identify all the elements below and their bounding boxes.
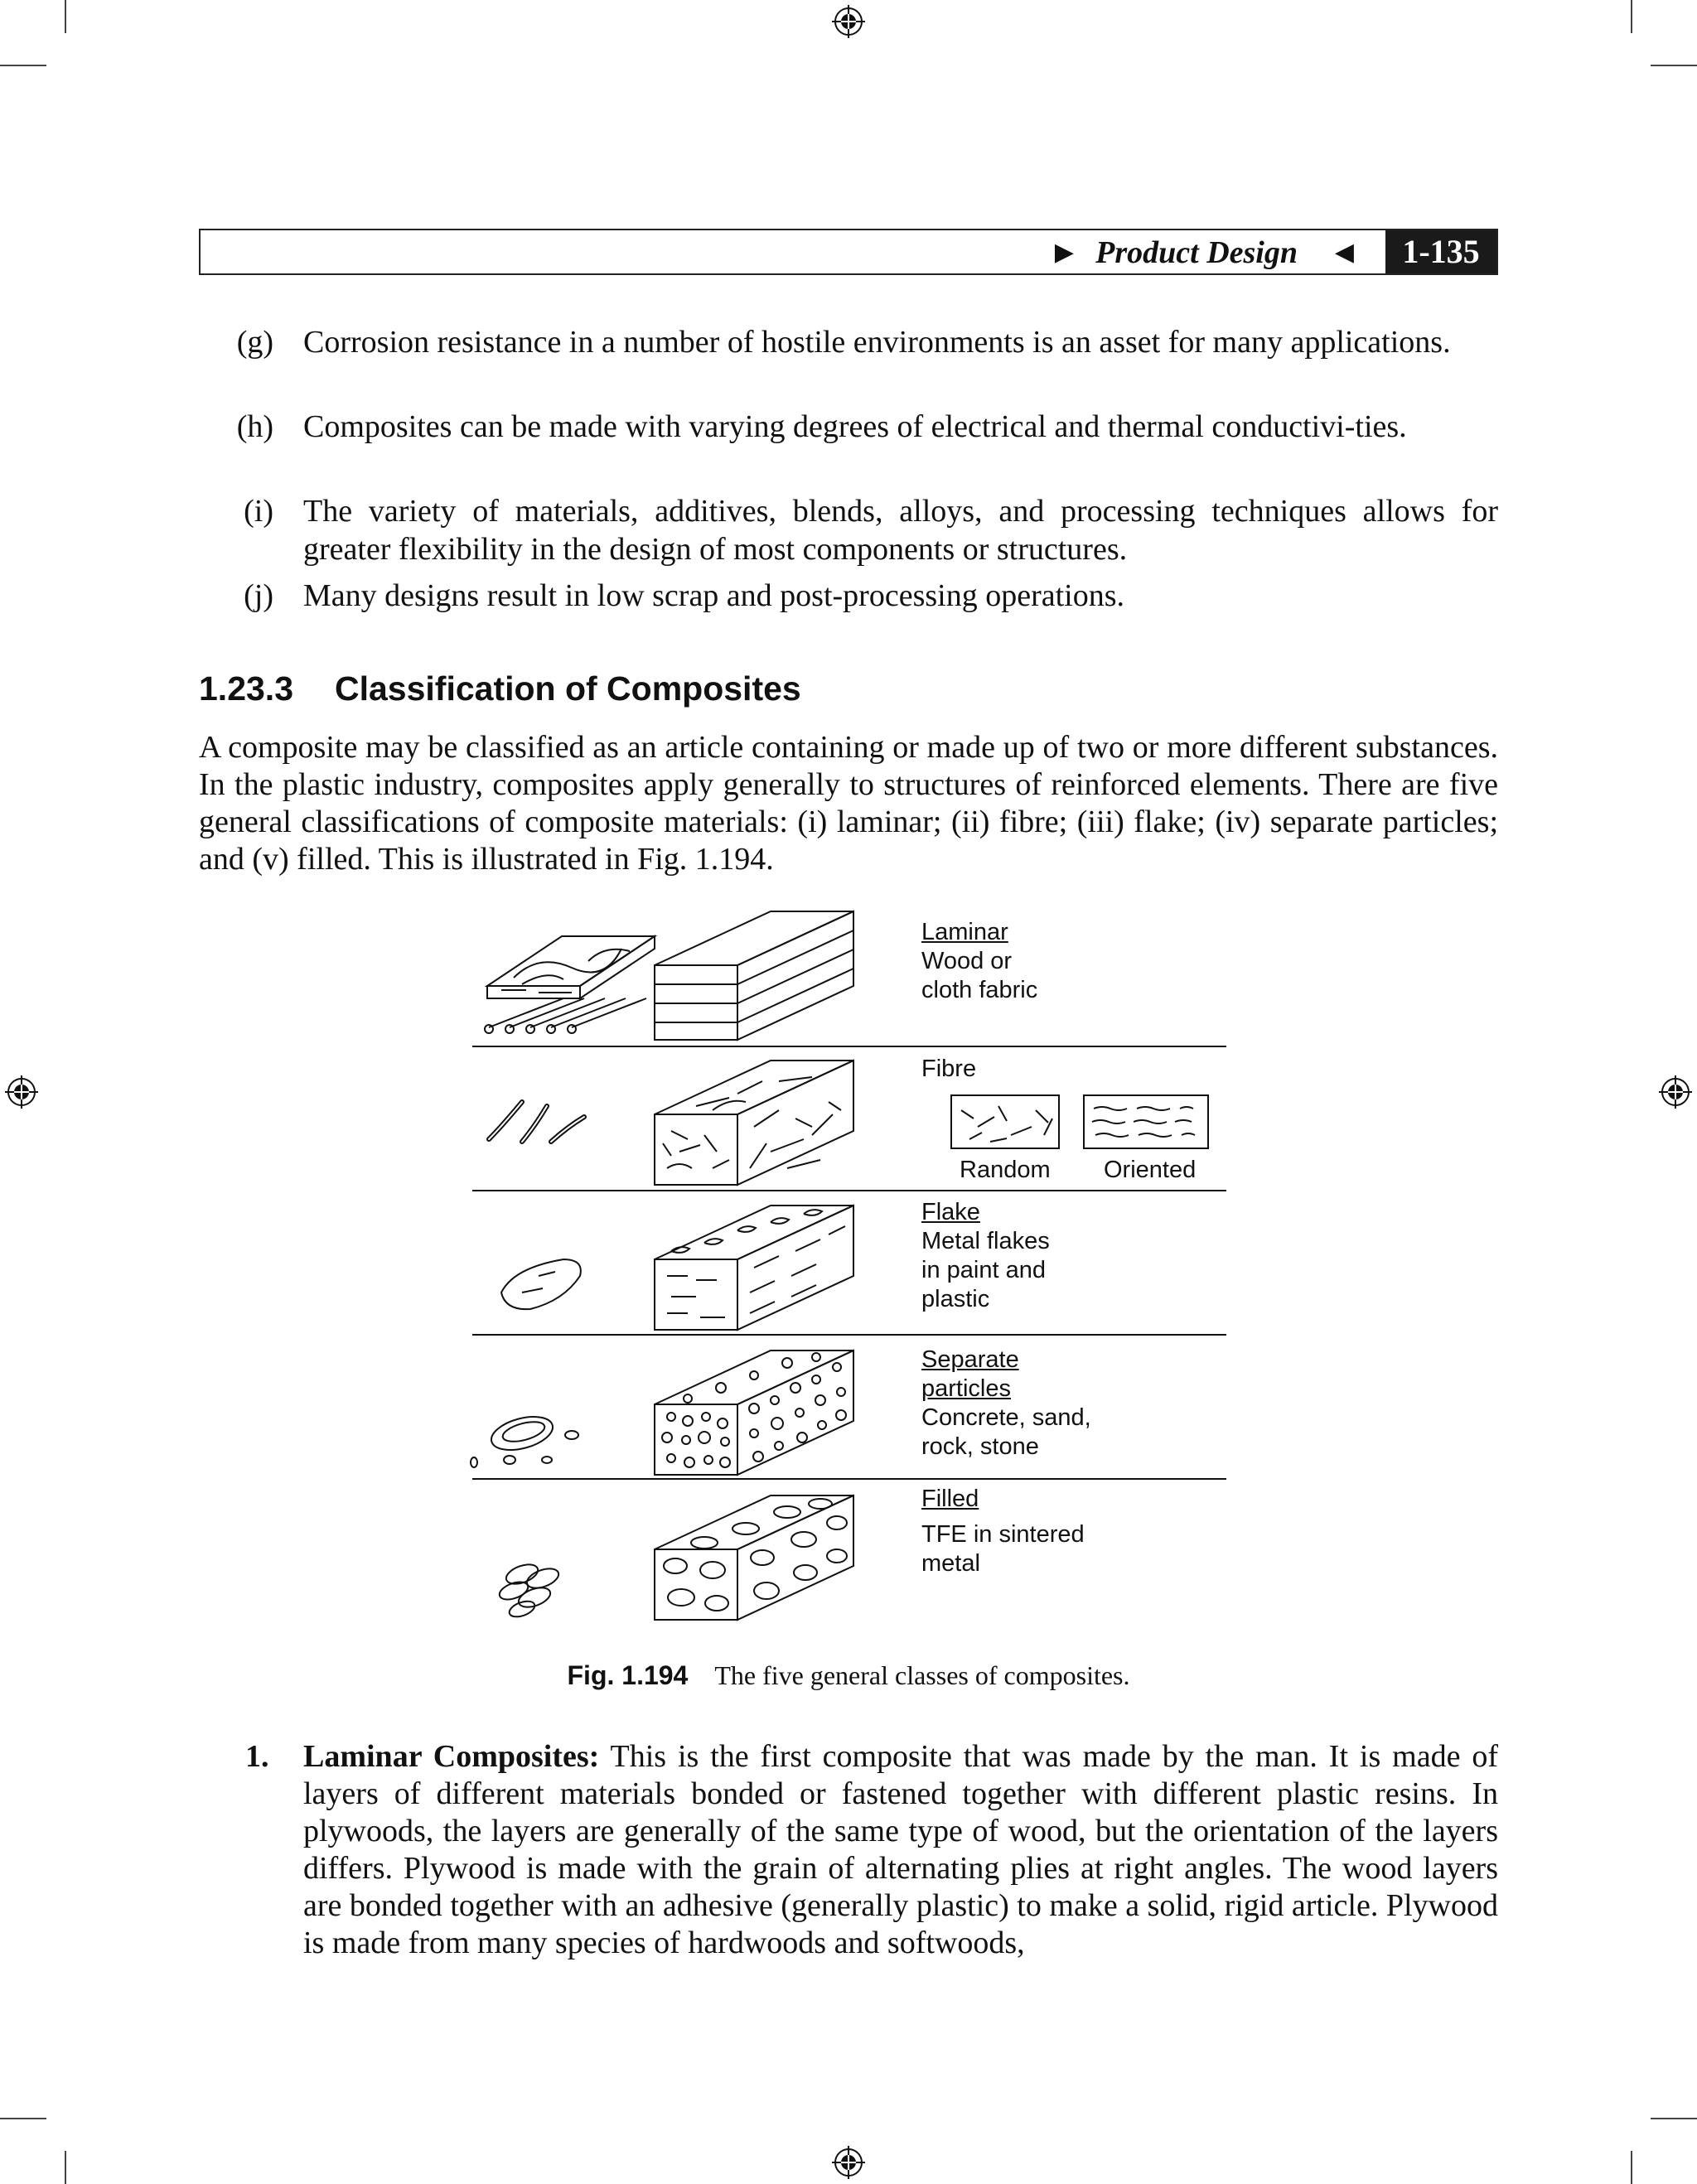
list-text: Many designs result in low scrap and post-processing operations.	[303, 578, 1124, 613]
list-item	[199, 408, 1498, 446]
figure-row-laminar	[921, 918, 1037, 1005]
header-title: Product Design	[1095, 235, 1298, 270]
registration-mark-icon	[5, 1075, 38, 1109]
crop-mark	[1631, 2151, 1632, 2184]
running-header	[199, 229, 1498, 275]
list-item	[199, 492, 1498, 568]
list-item	[199, 323, 1498, 361]
filled-illustration	[497, 1561, 561, 1620]
filled-desc: TFE in sintered	[921, 1521, 1085, 1548]
figure-row-fibre	[921, 1055, 976, 1084]
numbered-item	[199, 1738, 1498, 1962]
crop-mark	[1651, 65, 1697, 66]
list-marker: (i)	[244, 494, 273, 529]
crop-mark	[1651, 2118, 1697, 2119]
crop-mark	[0, 2118, 46, 2119]
particles-desc: Concrete, sand,	[921, 1404, 1091, 1431]
particle-dots	[662, 1353, 846, 1467]
fibre-random-label: Random	[960, 1157, 1051, 1183]
numbered-marker: 1.	[245, 1739, 269, 1774]
crop-mark	[65, 2151, 66, 2184]
right-triangle-icon: ▶	[1054, 239, 1074, 266]
flake-desc: in paint and	[921, 1257, 1046, 1283]
list-text: Corrosion resistance in a number of hostile environments is an asset for many applications.	[303, 325, 1451, 360]
section-heading	[199, 669, 801, 708]
figure-row-flake	[921, 1198, 1050, 1314]
caption-label: Fig. 1.194	[567, 1660, 689, 1690]
body-paragraph: A composite may be classified as an article containing or made up of two or more different substances. In the plastic industry, composites apply generally to structures of reinforced elements. There are five general classifications of composite materials: (i) laminar; (ii) fibre; (iii) flake; (iv) separate particles; and (v) filled. This is illustrated in Fig. 1.194.	[199, 730, 1498, 877]
filled-block-illustration	[655, 1495, 853, 1620]
particles-block-illustration	[655, 1351, 853, 1475]
section-title: Classification of Composites	[335, 669, 801, 708]
flake-desc: plastic	[921, 1286, 990, 1312]
laminar-rods-illustration	[485, 998, 646, 1033]
laminar-desc: Wood or	[921, 948, 1013, 974]
laminar-title: Laminar	[921, 919, 1008, 945]
crop-mark	[1631, 0, 1632, 33]
fibre-title: Fibre	[921, 1056, 977, 1082]
list-text: The variety of materials, additives, blends, alloys, and processing techniques allows for greater flexibility in the design of most components or structures.	[303, 494, 1498, 567]
fibre-random-sample	[951, 1095, 1059, 1148]
laminar-block-illustration	[655, 911, 853, 1040]
filled-title: Filled	[921, 1486, 979, 1512]
particles-illustration	[471, 1411, 578, 1467]
numbered-body: This is the first composite that was made by the man. It is made of layers of different materials bonded or fastened together with different plastic resins. In plywoods, the layers are generally of the same type of wood, but the orientation of the layers differs. Plywood is made with the grain of alternating plies at right angles. The wood layers are bonded together with an adhesive (generally plastic) to make a solid, rigid article. Plywood is made from many species of hardwoods and softwoods,	[303, 1739, 1498, 1960]
composites-figure	[464, 903, 1235, 1624]
crop-mark	[0, 65, 46, 66]
caption-text: The five general classes of composites.	[714, 1660, 1130, 1690]
list-marker: (h)	[236, 409, 273, 444]
registration-mark-icon	[832, 5, 865, 38]
figure-row-particles	[921, 1346, 1091, 1462]
crop-mark	[65, 0, 66, 33]
section-number: 1.23.3	[199, 669, 293, 708]
filled-blobs	[664, 1499, 847, 1611]
filled-desc: metal	[921, 1550, 980, 1577]
laminar-desc: cloth fabric	[921, 977, 1038, 1003]
fibre-block-illustration	[655, 1061, 853, 1185]
left-triangle-icon: ◀	[1334, 239, 1354, 266]
page-number: 1-135	[1385, 230, 1496, 273]
list-marker: (j)	[244, 578, 273, 613]
registration-mark-icon	[1659, 1075, 1692, 1109]
list-marker: (g)	[236, 325, 273, 360]
particles-desc: rock, stone	[921, 1433, 1039, 1460]
figure-row-filled	[921, 1485, 1085, 1578]
list-item	[199, 577, 1498, 615]
numbered-text	[303, 1738, 1498, 1962]
registration-mark-icon	[832, 2146, 865, 2179]
flake-block-illustration	[655, 1206, 853, 1330]
fibre-oriented-label: Oriented	[1104, 1157, 1197, 1183]
flake-desc: Metal flakes	[921, 1228, 1050, 1254]
laminar-sheet-illustration	[487, 936, 655, 998]
flake-title: Flake	[921, 1199, 980, 1225]
fibre-oriented-sample	[1084, 1095, 1208, 1148]
numbered-term: Laminar Composites:	[303, 1739, 600, 1774]
particles-title: particles	[921, 1375, 1011, 1402]
list-text: Composites can be made with varying degrees of electrical and thermal conductivi-ties.	[303, 409, 1407, 444]
figure-caption	[0, 1660, 1697, 1691]
flake-illustration	[501, 1259, 581, 1309]
particles-title: Separate	[921, 1346, 1019, 1373]
